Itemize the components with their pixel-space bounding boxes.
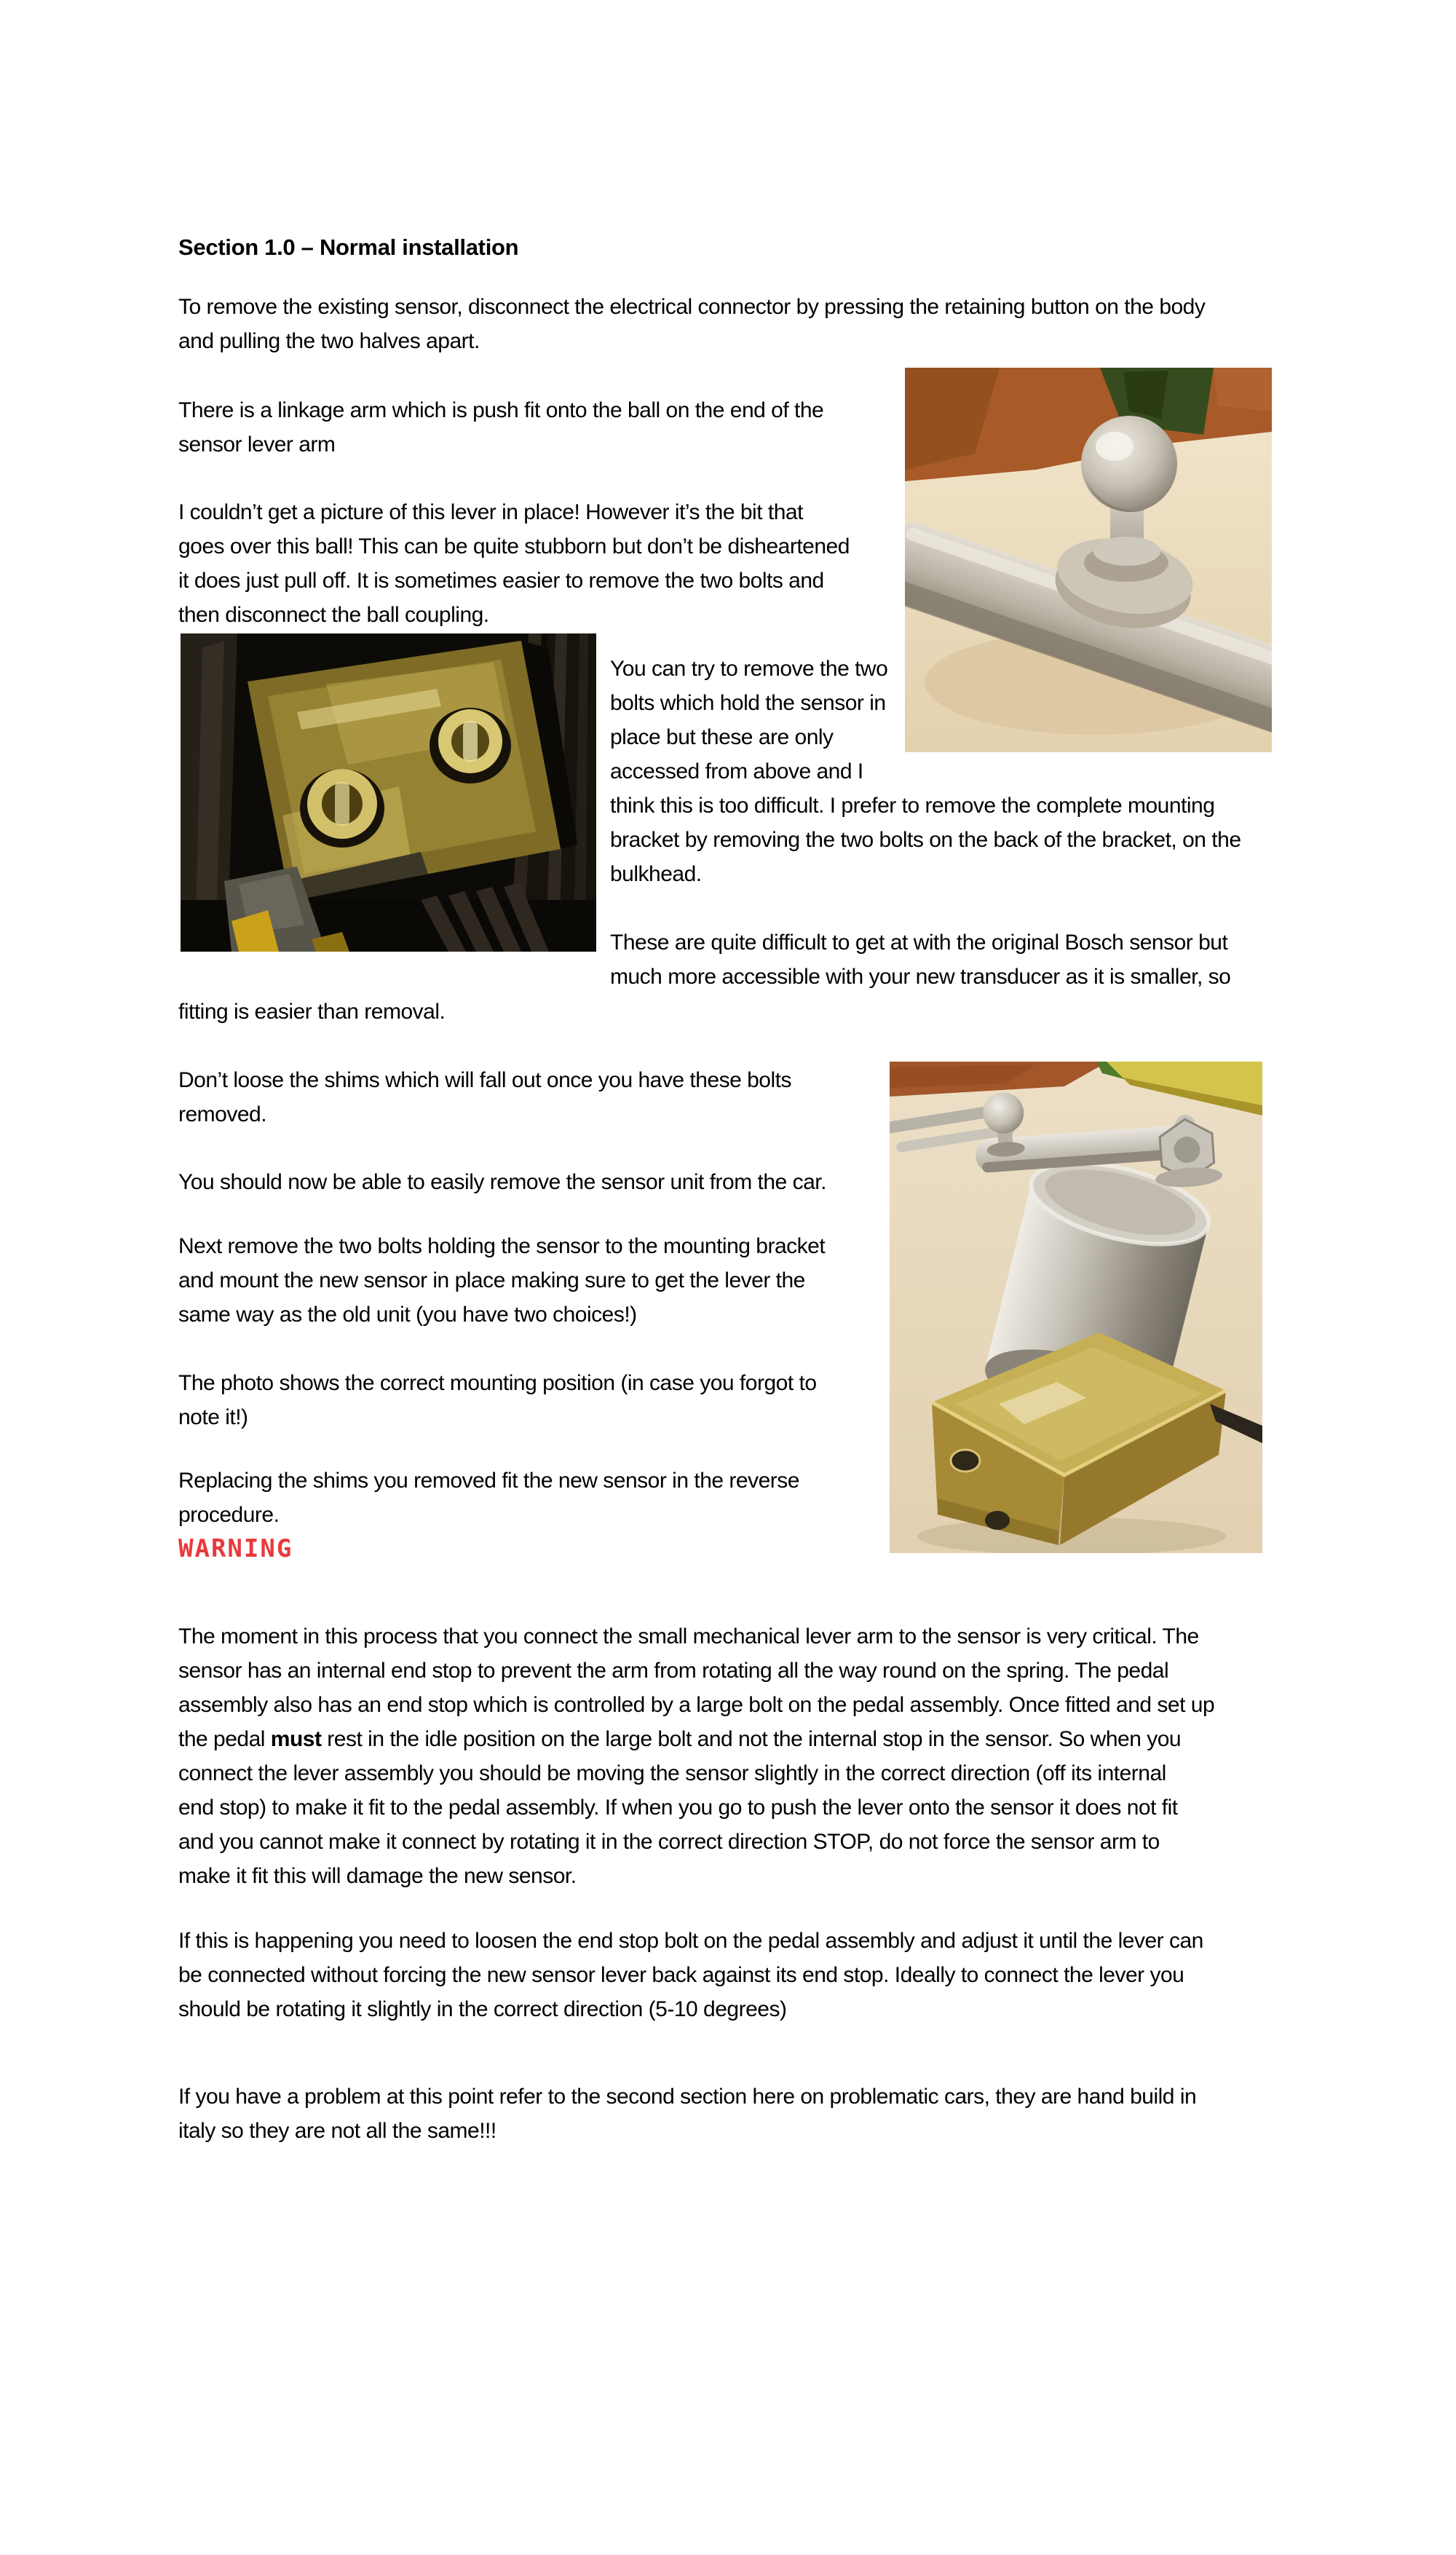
text-line: end stop) to make it fit to the pedal assembly. If when you go to push the lever onto the sensor it does not fit <box>178 1796 1178 1820</box>
text-line: be connected without forcing the new sensor lever back against its end stop. Ideally to connect the lever you <box>178 1963 1184 1987</box>
text-line: and mount the new sensor in place making sure to get the lever the <box>178 1268 805 1292</box>
text-line: connect the lever assembly you should be moving the sensor slightly in the correct direction (off its internal <box>178 1761 1166 1785</box>
paragraph-mount-new-sensor <box>178 1229 825 1332</box>
paragraph-problematic-cars <box>178 2080 1196 2148</box>
sensor-illustration <box>890 1062 1262 1553</box>
paragraph-difficult-access <box>610 925 1230 994</box>
text-line: the pedal must rest in the idle position on the large bolt and not the internal stop in the sensor. So when you <box>178 1727 1182 1751</box>
bracket-illustration <box>181 633 596 952</box>
text-line: note it!) <box>178 1405 248 1429</box>
photo-ball-stud-on-lever-arm <box>905 368 1272 752</box>
text-line: If you have a problem at this point refer to the second section here on problematic cars, they are hand build in <box>178 2085 1197 2109</box>
text-line: Replacing the shims you removed fit the new sensor in the reverse <box>178 1469 799 1493</box>
text-line: think this is too difficult. I prefer to remove the complete mounting <box>610 794 1215 818</box>
text-line: sensor has an internal end stop to prevent the arm from rotating all the way round on the spring. The pedal <box>178 1659 1169 1683</box>
text-line: should be rotating it slightly in the correct direction (5-10 degrees) <box>178 1997 787 2021</box>
text-line: You should now be able to easily remove the sensor unit from the car. <box>178 1170 826 1194</box>
paragraph-end-stop-adjust <box>178 1924 1203 2026</box>
text-line: There is a linkage arm which is push fit onto the ball on the end of the <box>178 398 824 422</box>
text-line: If this is happening you need to loosen the end stop bolt on the pedal assembly and adjust it until the lever can <box>178 1929 1203 1953</box>
text-line: To remove the existing sensor, disconnect the electrical connector by pressing the retaining button on the body <box>178 295 1206 319</box>
text-line: sensor lever arm <box>178 433 336 457</box>
text-line: These are quite difficult to get at with the original Bosch sensor but <box>610 931 1228 955</box>
paragraph-disconnect-connector <box>178 290 1205 358</box>
text-line: removed. <box>178 1102 267 1126</box>
text-line: italy so they are not all the same!!! <box>178 2119 496 2143</box>
warning-heading: WARNING <box>178 1534 293 1563</box>
paragraph-remove-sensor-unit <box>178 1165 826 1199</box>
text-line: The photo shows the correct mounting position (in case you forgot to <box>178 1371 817 1395</box>
text-line: assembly also has an end stop which is controlled by a large bolt on the pedal assembly. Once fitted and set up <box>178 1693 1215 1717</box>
paragraph-photo-position <box>178 1366 817 1434</box>
text-line: bolts which hold the sensor in <box>610 691 886 715</box>
text-line: make it fit this will damage the new sensor. <box>178 1864 577 1888</box>
text-line: Next remove the two bolts holding the sensor to the mounting bracket <box>178 1234 826 1258</box>
text-line: The moment in this process that you connect the small mechanical lever arm to the sensor is very critical. The <box>178 1624 1199 1648</box>
text-line: it does just pull off. It is sometimes easier to remove the two bolts and <box>178 569 824 593</box>
paragraph-linkage-arm <box>178 393 823 462</box>
paragraph-lever-picture <box>178 495 850 632</box>
paragraph-fitting-easier <box>178 995 445 1029</box>
text-line: then disconnect the ball coupling. <box>178 603 489 627</box>
text-line: Don’t loose the shims which will fall out once you have these bolts <box>178 1068 791 1092</box>
text-line: bulkhead. <box>610 862 702 886</box>
text-line: goes over this ball! This can be quite stubborn but don’t be disheartened <box>178 534 850 558</box>
text-line: much more accessible with your new transducer as it is smaller, so <box>610 965 1231 989</box>
section-heading: Section 1.0 – Normal installation <box>178 234 519 260</box>
paragraph-warning-body <box>178 1619 1214 1893</box>
text-line: fitting is easier than removal. <box>178 1000 446 1024</box>
paragraph-remove-bracket <box>610 789 1241 891</box>
text-line: place but these are only <box>610 725 834 749</box>
text-line: and you cannot make it connect by rotating it in the correct direction STOP, do not force the sensor arm to <box>178 1830 1160 1854</box>
paragraph-replace-shims <box>178 1464 799 1532</box>
text-line: You can try to remove the two <box>610 657 888 681</box>
text-line: same way as the old unit (you have two choices!) <box>178 1303 637 1327</box>
photo-mounting-bracket-bolts <box>181 633 596 952</box>
text-line: accessed from above and I <box>610 759 863 783</box>
ball-stud-illustration <box>905 368 1272 752</box>
text-line: and pulling the two halves apart. <box>178 329 480 353</box>
text-line: I couldn’t get a picture of this lever in place! However it’s the bit that <box>178 500 803 524</box>
photo-new-sensor-on-bracket <box>890 1062 1262 1553</box>
text-line: procedure. <box>178 1503 280 1527</box>
paragraph-shims <box>178 1063 791 1132</box>
paragraph-remove-bolts-narrow <box>610 652 887 789</box>
text-line: bracket by removing the two bolts on the back of the bracket, on the <box>610 828 1241 852</box>
